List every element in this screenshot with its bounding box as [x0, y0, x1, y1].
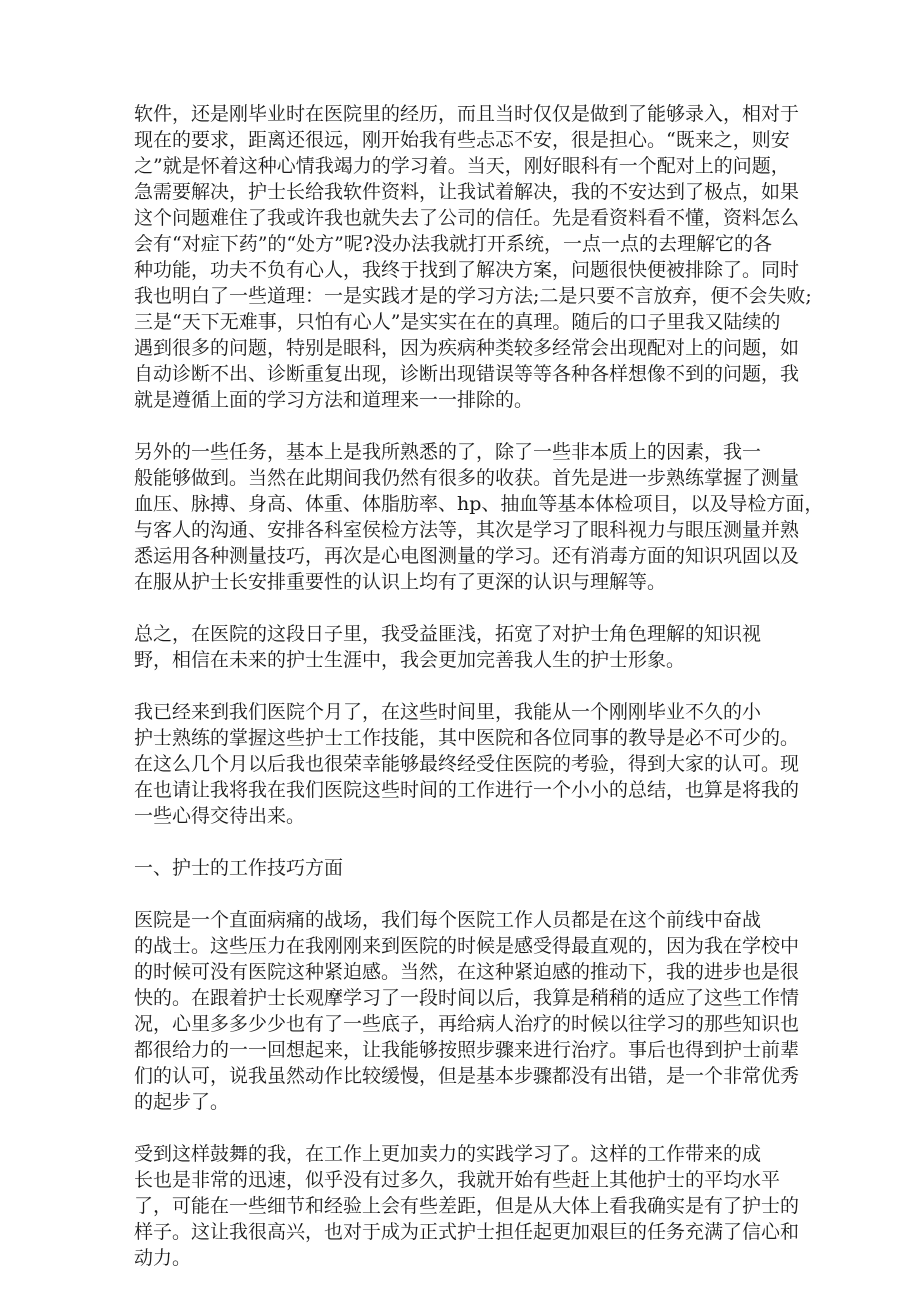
text-line: 自动诊断不出、诊断重复出现，诊断出现错误等等各种各样想像不到的问题，我	[134, 363, 800, 385]
text-line: 之”就是怀着这种心情我竭力的学习着。当天，刚好眼科有一个配对上的问题，	[134, 155, 790, 177]
text-line: 会有“对症下药”的“处方”呢?没办法我就打开系统，一点一点的去理解它的各	[134, 233, 773, 255]
text-line: 动力。	[134, 1247, 192, 1269]
text-line: 都很给力的一一回想起来，让我能够按照步骤来进行治疗。事后也得到护士前辈	[134, 1039, 800, 1061]
text-line: 在也请让我将我在我们医院这些时间的工作进行一个小小的总结，也算是将我的	[134, 779, 800, 801]
paragraph	[134, 439, 824, 595]
text-line: 与客人的沟通、安排各科室侯检方法等，其次是学习了眼科视力与眼压测量并熟	[134, 519, 800, 541]
paragraph	[134, 1141, 800, 1271]
text-line: 我已经来到我们医院个月了，在这些时间里，我能从一个刚刚毕业不久的小	[134, 701, 762, 723]
text-line: 种功能，功夫不负有心人，我终于找到了解决方案，问题很快便被排除了。同时	[134, 259, 800, 281]
text-line: 了，可能在一些细节和经验上会有些差距，但是从大体上看我确实是有了护士的	[134, 1195, 800, 1217]
text-line: 野，相信在未来的护士生涯中，我会更加完善我人生的护士形象。	[134, 649, 686, 671]
paragraph	[134, 699, 800, 829]
text-line: 况，心里多多少少也有了一些底子，再给病人治疗的时候以往学习的那些知识也	[134, 1013, 800, 1035]
text-line: 另外的一些任务，基本上是我所熟悉的了，除了一些非本质上的因素，我一	[134, 441, 762, 463]
document-page	[134, 101, 824, 1297]
paragraph	[134, 101, 812, 413]
text-line: 急需要解决，护士长给我软件资料，让我试着解决，我的不安达到了极点，如果	[134, 181, 800, 203]
document-body	[134, 101, 824, 1271]
text-line: 的时候可没有医院这种紧迫感。当然，在这种紧迫感的推动下，我的进步也是很	[134, 961, 800, 983]
text-line: 三是“天下无难事，只怕有心人”是实实在在的真理。随后的口子里我又陆续的	[134, 311, 781, 333]
text-line: 我也明白了一些道理：一是实践才是的学习方法;二是只要不言放弃，便不会失败;	[134, 285, 812, 307]
text-line: 受到这样鼓舞的我，在工作上更加卖力的实践学习了。这样的工作带来的成	[134, 1143, 762, 1165]
text-line: 的起步了。	[134, 1091, 230, 1113]
paragraph	[134, 907, 800, 1115]
text-line: 在服从护士长安排重要性的认识上均有了更深的认识与理解等。	[134, 571, 667, 593]
text-line: 总之，在医院的这段日子里，我受益匪浅，拓宽了对护士角色理解的知识视	[134, 623, 762, 645]
text-line: 长也是非常的迅速，似乎没有过多久，我就开始有些赶上其他护士的平均水平	[134, 1169, 781, 1191]
paragraph	[134, 621, 794, 673]
text-line: 们的认可，说我虽然动作比较缓慢，但是基本步骤都没有出错，是一个非常优秀	[134, 1065, 800, 1087]
text-line: 般能够做到。当然在此期间我仍然有很多的收获。首先是进一步熟练掌握了测量	[134, 467, 800, 489]
text-line: 软件，还是刚毕业时在医院里的经历，而且当时仅仅是做到了能够录入，相对于	[134, 103, 800, 125]
paragraph	[134, 855, 794, 881]
text-line: 血压、脉搏、身高、体重、体脂肪率、hp、抽血等基本体检项目，以及导检方面，	[134, 493, 824, 515]
text-line: 医院是一个直面病痛的战场，我们每个医院工作人员都是在这个前线中奋战	[134, 909, 762, 931]
text-line: 样子。这让我很高兴，也对于成为正式护士担任起更加艰巨的任务充满了信心和	[134, 1221, 800, 1243]
text-line: 就是遵循上面的学习方法和道理来一一排除的。	[134, 389, 534, 411]
text-line: 快的。在跟着护士长观摩学习了一段时间以后，我算是稍稍的适应了这些工作情	[134, 987, 800, 1009]
text-line: 护士熟练的掌握这些护士工作技能，其中医院和各位同事的教导是必不可少的。	[134, 727, 800, 749]
text-line: 遇到很多的问题，特别是眼科，因为疾病种类较多经常会出现配对上的问题，如	[134, 337, 800, 359]
text-line: 一些心得交待出来。	[134, 805, 306, 827]
text-line: 在这么几个月以后我也很荣幸能够最终经受住医院的考验，得到大家的认可。现	[134, 753, 800, 775]
text-line: 这个问题难住了我或许我也就失去了公司的信任。先是看资料看不懂，资料怎么	[134, 207, 800, 229]
text-line: 一、护士的工作技巧方面	[134, 857, 344, 879]
text-line: 现在的要求，距离还很远，刚开始我有些忐忑不安，很是担心。“既来之，则安	[134, 129, 790, 151]
text-line: 的战士。这些压力在我刚刚来到医院的时候是感受得最直观的，因为我在学校中	[134, 935, 800, 957]
text-line: 悉运用各种测量技巧，再次是心电图测量的学习。还有消毒方面的知识巩固以及	[134, 545, 800, 567]
